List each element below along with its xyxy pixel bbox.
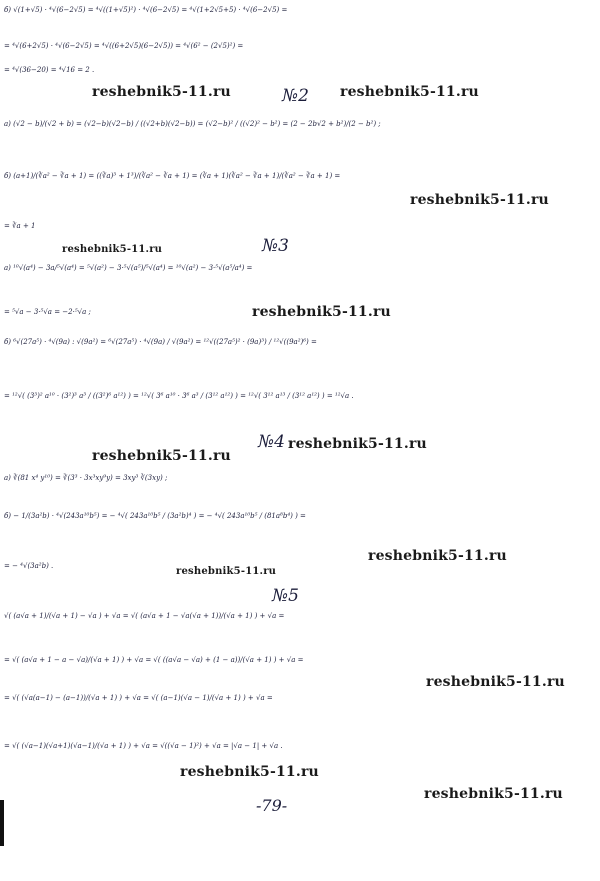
section-label-2: №2 [282,86,309,106]
solution-line-10: = ¹²√( (3³)² a¹⁰ · (3²)³ a³ / ((3²)⁶ a¹²) ) = ¹²√( 3⁶ a¹⁰ · 3⁶ a³ / (3¹² a¹²) ) = ¹²√( 3¹² a¹³ / (3¹² a¹²) ) = ¹²√a . [4,392,354,400]
solution-line-8: = ⁵√a − 3·⁵√a = −2·⁵√a ; [4,308,91,316]
solution-line-3: = ⁴√(36−20) = ⁴√16 = 2 . [4,66,95,74]
watermark: reshebnik5-11.ru [92,448,231,464]
section-label-4: №4 [258,432,285,452]
solution-line-13: = − ⁴√(3a²b) . [4,562,54,570]
solution-line-1: б) √(1+√5) · ⁴√(6−2√5) = ⁴√((1+√5)²) · ⁴√(6−2√5) = ⁴√(1+2√5+5) · ⁴√(6−2√5) = [4,6,288,14]
solution-line-6: = ∛a + 1 [4,222,36,230]
section-label-3: №3 [262,236,289,256]
watermark: reshebnik5-11.ru [92,84,231,100]
solution-line-16: = √( (√a(a−1) − (a−1))/(√a + 1) ) + √a = √( (a−1)(√a − 1)/(√a + 1) ) + √a = [4,694,273,702]
watermark: reshebnik5-11.ru [340,84,479,100]
watermark: reshebnik5-11.ru [288,436,427,452]
solution-line-2: = ⁴√(6+2√5) · ⁴√(6−2√5) = ⁴√((6+2√5)(6−2√5)) = ⁴√(6² − (2√5)²) = [4,42,244,50]
solution-line-12: б) − 1/(3a²b) · ⁴√(243a¹⁰b⁵) = − ⁴√( 243a¹⁰b⁵ / (3a²b)⁴ ) = − ⁴√( 243a¹⁰b⁵ / (81a⁸b⁴) ) = [4,512,306,520]
solution-line-9: б) ⁶√(27a⁵) · ⁴√(9a) : √(9a²) = ⁶√(27a⁵) · ⁴√(9a) / √(9a²) = ¹²√((27a⁵)² · (9a)³) / ¹²√((9a²)⁶) = [4,338,317,346]
solution-line-11: а) ∛(81 x⁴ y¹⁰) = ∛(3³ · 3x³xy⁹y) = 3xy³ ∛(3xy) ; [4,474,168,482]
solution-line-15: = √( (a√a + 1 − a − √a)/(√a + 1) ) + √a = √( ((a√a − √a) + (1 − a))/(√a + 1) ) + √a = [4,656,304,664]
section-label-5: №5 [272,586,299,606]
watermark: reshebnik5-11.ru [62,244,163,255]
watermark: reshebnik5-11.ru [176,566,277,577]
watermark: reshebnik5-11.ru [424,786,563,802]
watermark: reshebnik5-11.ru [410,192,549,208]
solution-line-17: = √( (√a−1)(√a+1)(√a−1)/(√a + 1) ) + √a = √((√a − 1)²) + √a = |√a − 1| + √a . [4,742,283,750]
watermark: reshebnik5-11.ru [368,548,507,564]
solution-line-14: √( (a√a + 1)/(√a + 1) − √a ) + √a = √( (a√a + 1 − √a(√a + 1))/(√a + 1) ) + √a = [4,612,285,620]
watermark: reshebnik5-11.ru [180,764,319,780]
watermark: reshebnik5-11.ru [252,304,391,320]
page-number: -79- [256,796,288,815]
solution-line-4: а) (√2 − b)/(√2 + b) = (√2−b)(√2−b) / ((√2+b)(√2−b)) = (√2−b)² / ((√2)² − b²) = (2 − 2b√2 + b²)/(2 − b²) ; [4,120,381,128]
solution-line-5: б) (a+1)/(∛a² − ∛a + 1) = ((∛a)³ + 1³)/(∛a² − ∛a + 1) = (∛a + 1)(∛a² − ∛a + 1)/(∛a² − ∛a + 1) = [4,172,341,180]
page-edge-mark [0,800,4,846]
solution-line-7: а) ¹⁰√(a⁴) − 3a/⁵√(a⁴) = ⁵√(a²) − 3·⁵√(a⁵)/⁵√(a⁴) = ¹⁰√(a²) − 3·⁵√(a⁵/a⁴) = [4,264,253,272]
watermark: reshebnik5-11.ru [426,674,565,690]
